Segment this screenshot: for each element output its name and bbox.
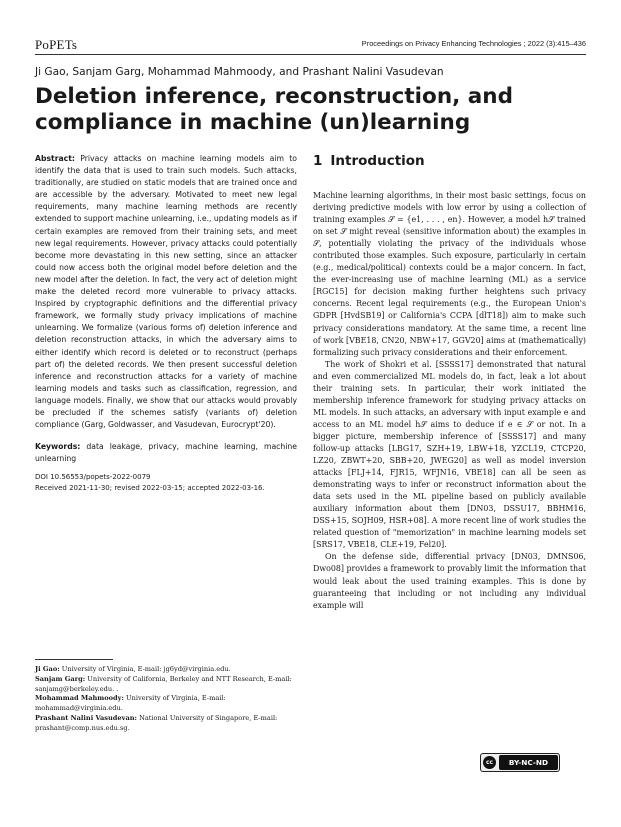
- paper-title: Deletion inference, reconstruction, and compliance in machine (un)learning: [35, 84, 513, 135]
- abstract-label: Abstract:: [35, 154, 75, 163]
- footnote-text: University of California, Berkeley and NTT Research, E-mail: sanjamg@berkeley.edu. .: [35, 674, 292, 693]
- footnote-entry: [35, 665, 297, 675]
- abstract-text: Privacy attacks on machine learning models aim to identify the data that is used to train such models. Such attacks, traditionally, are studied on static models that are trained once and are accessible by the adversary. Motivated to meet new legal requirements, many machine learning methods are recently extended to support machine unlearning, i.e., updating models as if certain examples are removed from their training sets, and meet new legal requirements. However, privacy attacks could potentially become more devastating in this new setting, since an attacker could now access both the original model before deletion and the new model after the deletion. In fact, the very act of deletion might make the deleted record more vulnerable to privacy attacks. Inspired by cryptographic definitions and the differential privacy framework, we formally study privacy implications of machine unlearning. We formalize (various forms of) deletion inference and deletion reconstruction attacks, in which the adversary aims to either identify which record is deleted or to reconstruct (perhaps part of) the deleted records. We then present successful deletion inference and reconstruction attacks for a variety of machine learning models and tasks such as classification, regression, and language models. Finally, we show that our attacks would provably be precluded if the schemes satisfy (variants of) deletion compliance (Garg, Goldwasser, and Vasudevan, Eurocrypt'20).: [35, 154, 298, 430]
- author-footnotes: [35, 659, 297, 734]
- received-dates: Received 2021-11-30; revised 2022-03-15; accepted 2022-03-16.: [35, 483, 265, 492]
- journal-name: PoPETs: [35, 37, 78, 52]
- footnote-text: University of Virginia, E-mail: jg6yd@virginia.edu.: [61, 665, 231, 673]
- footnote-entry: [35, 675, 297, 695]
- author-list: Ji Gao, Sanjam Garg, Mohammad Mahmoody, and Prashant Nalini Vasudevan: [35, 66, 444, 78]
- intro-paragraph: Machine learning algorithms, in their most basic settings, focus on deriving predictive models with low error by using a collection of training examples 𝒮 = {e1, . . . , en}. However, a model h𝒮 trained on set 𝒮 might reveal (sensitive information about) the examples in 𝒮, potentially violating the privacy of the individuals whose contributed those examples. Such exposure, particularly in certain (e.g., medical/political) contexts could be a major concern. In fact, the ever-increasing use of machine learning (ML) as a service [RGC15] for decision making further heightens such privacy concerns. Recent legal requirements (e.g., the European Union's GDPR [HvdSB19] or California's CCPA [dlT18]) aim to make such privacy considerations mandatory. At the same time, a recent line of work [VBE18, CN20, NBW+17, GGV20] aims at (mathematically) formalizing such privacy considerations and their enforcement.: [313, 191, 586, 357]
- abstract: [35, 153, 297, 431]
- footnote-name: Prashant Nalini Vasudevan:: [35, 713, 137, 722]
- footnote-name: Ji Gao:: [35, 665, 60, 673]
- section-title: Introduction: [330, 153, 425, 169]
- proceedings-info: Proceedings on Privacy Enhancing Technologies ; 2022 (3):415–436: [361, 39, 586, 48]
- footnote-name: Sanjam Garg:: [35, 674, 86, 683]
- keywords-text: data leakage, privacy, machine learning, machine unlearning: [35, 442, 297, 464]
- keywords-label: Keywords:: [35, 442, 81, 452]
- footnote-name: Mohammad Mahmoody:: [35, 694, 124, 703]
- footnote-entry: [35, 714, 297, 734]
- footnote-rule: [35, 659, 113, 660]
- right-column: [313, 153, 586, 612]
- running-header: [35, 37, 586, 51]
- left-column: [35, 153, 297, 493]
- section-number: 1: [313, 153, 323, 169]
- header-rule: [35, 54, 586, 55]
- keywords: [35, 441, 297, 465]
- doi: DOI 10.56553/popets-2022-0079: [35, 473, 151, 482]
- footnote-text: University of Virginia, E-mail: mohammad@virginia.edu.: [35, 694, 226, 713]
- license-badge[interactable]: [480, 753, 560, 772]
- creative-commons-icon: cc: [483, 756, 496, 769]
- license-text: BY-NC-ND: [499, 755, 558, 770]
- intro-paragraph: The work of Shokri et al. [SSSS17] demonstrated that natural and even commercialized ML models do, in fact, leak a lot about their training sets. In particular, their work initiated the membership inference framework for studying privacy attacks on ML models. In such attacks, an adversary with input example e and access to an ML model h𝒮 aims to deduce if e ∈ 𝒮 or not. In a bigger picture, membership inference of [SSSS17] and many follow-up attacks [LBG17, SZH+19, LBW+18, YZCL19, CTCP20, LZ20, ZBWT+20, SBB+20, JWEG20] as well as model inversion attacks [FLJ+14, FJR15, WFJN16, VBE18] can all be seen as demonstrating ways to infer or reconstruct information about the data sets used in the ML pipeline based on publicly available auxiliary information about them [DN03, DSSU17, BBHM16, DSS+15, SOJH09, HSR+08]. A more recent line of work studies the related question of "memorization" in machine learning models set [SRS17, VBE18, CLE+19, Fel20].: [313, 359, 586, 550]
- section-heading: [313, 153, 586, 170]
- footnote-text: National University of Singapore, E-mail: prashant@comp.nus.edu.sg.: [35, 713, 278, 732]
- intro-paragraph: On the defense side, differential privacy [DN03, DMNS06, Dwo08] provides a framework to provably limit the information that would leak about the used training examples. This is done by guaranteeing that including or not including any individual example will: [313, 552, 586, 610]
- footnote-entry: [35, 694, 297, 714]
